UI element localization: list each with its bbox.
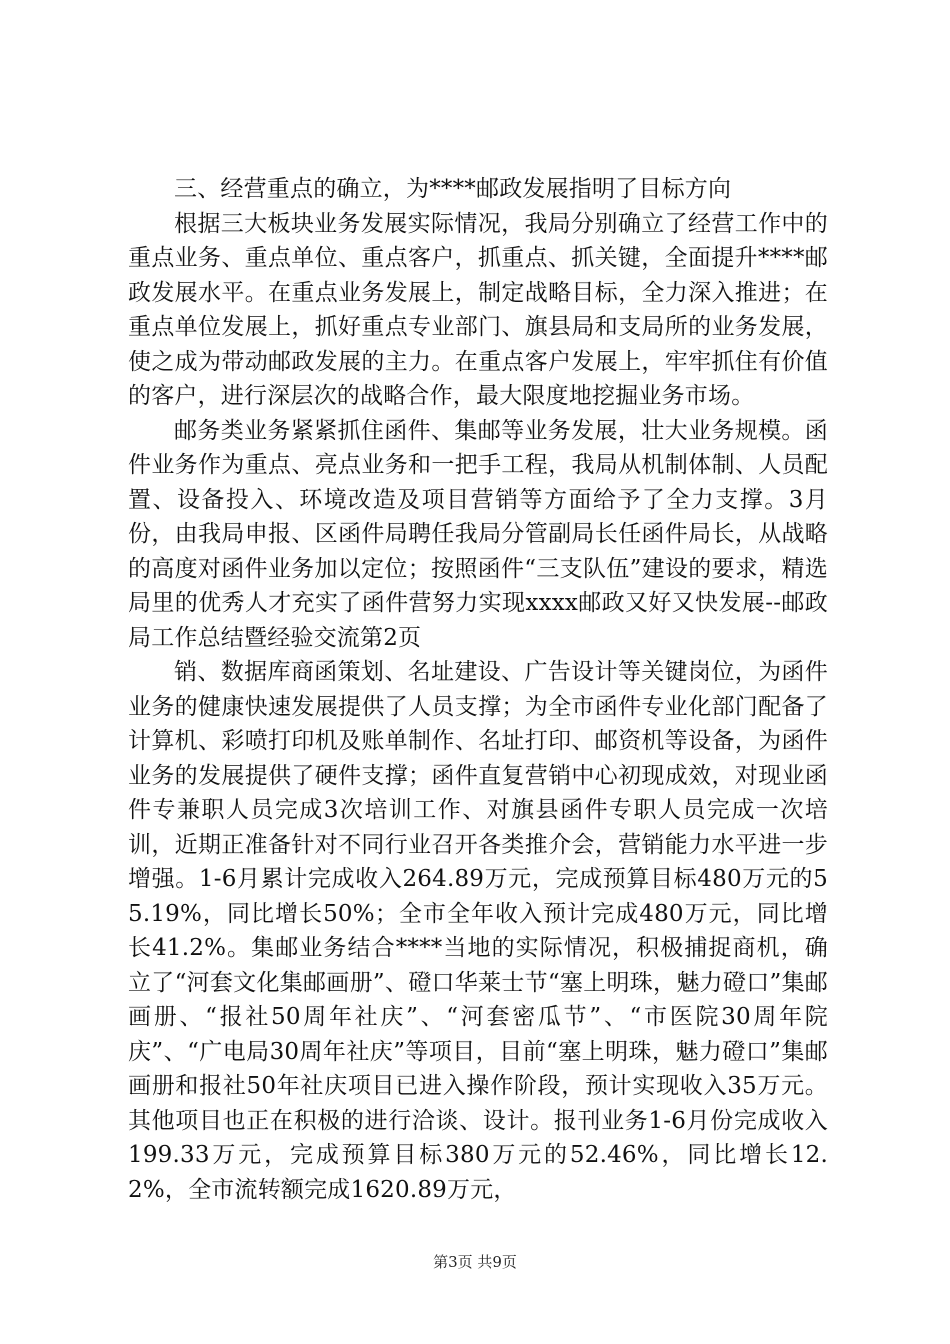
page-footer: 第3页 共9页: [433, 1253, 517, 1271]
paragraph-key-points: 根据三大板块业务发展实际情况，我局分别确立了经营工作中的重点业务、重点单位、重点客户，抓重点、抓关键，全面提升****邮政发展水平。在重点业务发展上，制定战略目标，全力深入推进；在重点单位发展上，抓好重点专业部门、旗县局和支局所的业务发展，使之成为带动邮政发展的主力。在重点客户发展上，牢牢抓住有价值的客户，进行深层次的战略合作，最大限度地挖掘业务市场。: [128, 210, 828, 409]
section-heading: 三、经营重点的确立，为****邮政发展指明了目标方向: [174, 176, 732, 202]
document-body: [128, 172, 828, 1207]
paragraph-postal-business: 邮务类业务紧紧抓住函件、集邮等业务发展，壮大业务规模。函件业务作为重点、亮点业务和一把手工程，我局从机制体制、人员配置、设备投入、环境改造及项目营销等方面给予了全力支撑。3月份，由我局申报、区函件局聘任我局分管副局长任函件局长，从战略的高度对函件业务加以定位；按照函件“三支队伍”建设的要求，精选局里的优秀人才充实了函件营努力实现xxxx邮政又好又快发展--邮政局工作总结暨经验交流第2页: [128, 417, 828, 651]
paragraph-letter-business: 销、数据库商函策划、名址建设、广告设计等关键岗位，为函件业务的健康快速发展提供了人员支撑；为全市函件专业化部门配备了计算机、彩喷打印机及账单制作、名址打印、邮资机等设备，为函件业务的发展提供了硬件支撑；函件直复营销中心初现成效，对现业函件专兼职人员完成3次培训工作、对旗县函件专职人员完成一次培训，近期正准备针对不同行业召开各类推介会，营销能力水平进一步增强。1-6月累计完成收入264.89万元，完成预算目标480万元的55.19%，同比增长50%；全市全年收入预计完成480万元，同比增长41.2%。集邮业务结合****当地的实际情况，积极捕捉商机，确立了“河套文化集邮画册”、磴口华莱士节“塞上明珠，魅力磴口”集邮画册、“报社50周年社庆”、“河套密瓜节”、“市医院30周年院庆”、“广电局30周年社庆”等项目，目前“塞上明珠，魅力磴口”集邮画册和报社50年社庆项目已进入操作阶段，预计实现收入35万元。其他项目也正在积极的进行洽谈、设计。报刊业务1-6月份完成收入199.33万元，完成预算目标380万元的52.46%，同比增长12.2%，全市流转额完成1620.89万元，: [128, 659, 828, 1203]
